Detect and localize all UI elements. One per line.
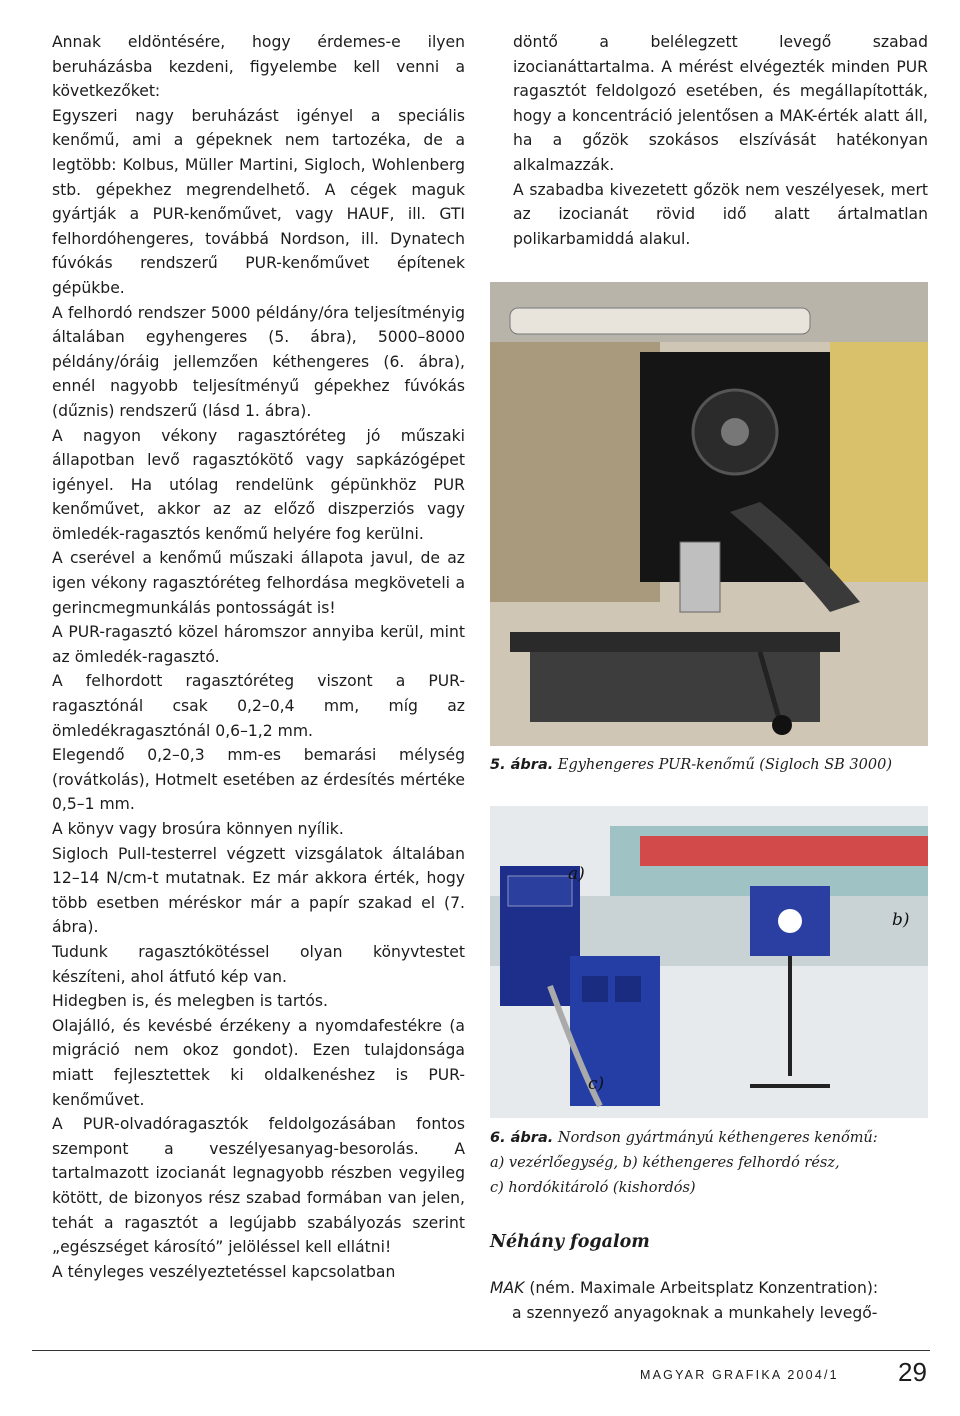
figure-6-photo [490, 806, 928, 1118]
paragraph: A szabadba kivezetett gőzök nem veszélyesek, mert az izocianát rövid idő alatt ártalmatlan polikarbamiddá alakul. [513, 180, 928, 248]
paragraph: Olajálló, és kevésbé érzékeny a nyomdafestékre (a migráció nem okoz gondot). Ezen tulajdonsága miatt fejlesztettek ki oldalkenéshez is PUR-kenőművet. [52, 1016, 465, 1109]
label-b: b) [892, 910, 910, 930]
paragraph: A tényleges veszélyeztetéssel kapcsolatban [52, 1262, 396, 1281]
figure-6-caption [490, 1126, 930, 1201]
right-text-column [513, 30, 928, 251]
paragraph: A felhordó rendszer 5000 példány/óra teljesítményig általában egyhengeres (5. ábra), 5000–8000 példány/óráig jellemzően kéthengeres (6. ábra), ennél nagyobb teljesítményű gépekhez fúvókás (dűznis) rendszerű (lásd 1. ábra). [52, 303, 465, 420]
paragraph: Tudunk ragasztókötéssel olyan könyvtestet készíteni, ahol átfutó kép van. [52, 942, 465, 986]
paragraph: A nagyon vékony ragasztóréteg jó műszaki állapotban levő ragasztókötő vagy sapkázógépet igényel. Ha utólag rendelünk gépünkhöz PUR kenőművet, akkor az az előző diszperziós vagy ömledék-ragasztós kenőmű helyére fog kerülni. [52, 426, 465, 543]
caption-text: Egyhengeres PUR-kenőmű (Sigloch SB 3000) [557, 757, 892, 773]
caption-text: a) vezérlőegység, b) kéthengeres felhordó rész, [490, 1155, 840, 1171]
journal-name: MAGYAR GRAFIKA 2004/1 [640, 1368, 839, 1382]
paragraph: döntő a belélegzett levegő szabad izocianáttartalma. A mérést elvégezték minden PUR ragasztót feldolgozó esetében, és megállapították, hogy a koncentráció jelentősen a MAK-érték alatt áll, ha a gőzök szokásos elszívását hatékonyan alkalmazzák. [513, 33, 928, 174]
label-c: c) [588, 1074, 605, 1094]
page-number: 29 [898, 1357, 927, 1387]
glossary-definition: (ném. Maximale Arbeitsplatz Konzentration): [524, 1279, 879, 1297]
paragraph: Elegendő 0,2–0,3 mm-es bemarási mélység (rovátkolás), Hotmelt esetében az érdesítés mértéke 0,5–1 mm. [52, 746, 465, 814]
figure-number: 5. ábra. [490, 757, 554, 773]
paragraph: A felhordott ragasztóréteg viszont a PUR-ragasztónál csak 0,2–0,4 mm, míg az ömledékragasztónál 0,6–1,2 mm. [52, 672, 465, 740]
glossary-entry [490, 1276, 928, 1325]
section-heading: Néhány fogalom [490, 1232, 650, 1252]
glossary-term: MAK [490, 1279, 525, 1297]
label-a: a) [568, 864, 585, 884]
figure-number: 6. ábra. [490, 1130, 554, 1146]
figure-5-photo [490, 282, 928, 746]
footer-rule [32, 1350, 930, 1351]
paragraph: A cserével a kenőmű műszaki állapota javul, de az igen vékony ragasztóréteg felhordása megköveteli a gerincmegmunkálás pontosságát is! [52, 549, 465, 617]
caption-text: c) hordókitároló (kishordós) [490, 1180, 696, 1196]
paragraph: Hidegben is, és melegben is tartós. [52, 992, 328, 1011]
caption-text: Nordson gyártmányú kéthengeres kenőmű: [557, 1130, 878, 1146]
paragraph: A PUR-olvadóragasztók feldolgozásában fontos szempont a veszélyesanyag-besorolás. A tartalmazott izocianát legnagyobb részben vegyileg kötött, de bizonyos rész szabad formában van jelen, tehát a ragasztót a legújabb szabályozás szerint „egészséget károsító” jelöléssel kell ellátni! [52, 1115, 465, 1257]
paragraph: A könyv vagy brosúra könnyen nyílik. [52, 820, 344, 838]
paragraph: Egyszeri nagy beruházást igényel a speciális kenőmű, ami a gépeknek nem tartozéka, de a legtöbb: Kolbus, Müller Martini, Sigloch, Wohlenberg stb. gépekhez megrendelhető. A cégek maguk gyártják a PUR-kenőművet, vagy HAUF, ill. GTI felhordóhengeres, továbbá Nordson, ill. Dynatech fúvókás rendszerű PUR-kenőművet építenek gépükbe. [52, 106, 465, 297]
glossary-definition-continued: a szennyező anyagoknak a munkahely levegő- [512, 1303, 878, 1322]
figure-5-caption [490, 753, 892, 778]
left-text-column [52, 30, 465, 1284]
paragraph: Annak eldöntésére, hogy érdemes-e ilyen beruházásba kezdeni, figyelembe kell venni a következőket: [52, 33, 465, 101]
paragraph: A PUR-ragasztó közel háromszor annyiba kerül, mint az ömledék-ragasztó. [52, 623, 465, 666]
paragraph: Sigloch Pull-testerrel végzett vizsgálatok általában 12–14 N/cm-t mutatnak. Ez már akkora érték, hogy több esetben méréskor már a papír szakad el (7. ábra). [52, 844, 465, 937]
nordson-unit-illustration [490, 806, 928, 1118]
glue-unit-illustration [490, 282, 928, 746]
